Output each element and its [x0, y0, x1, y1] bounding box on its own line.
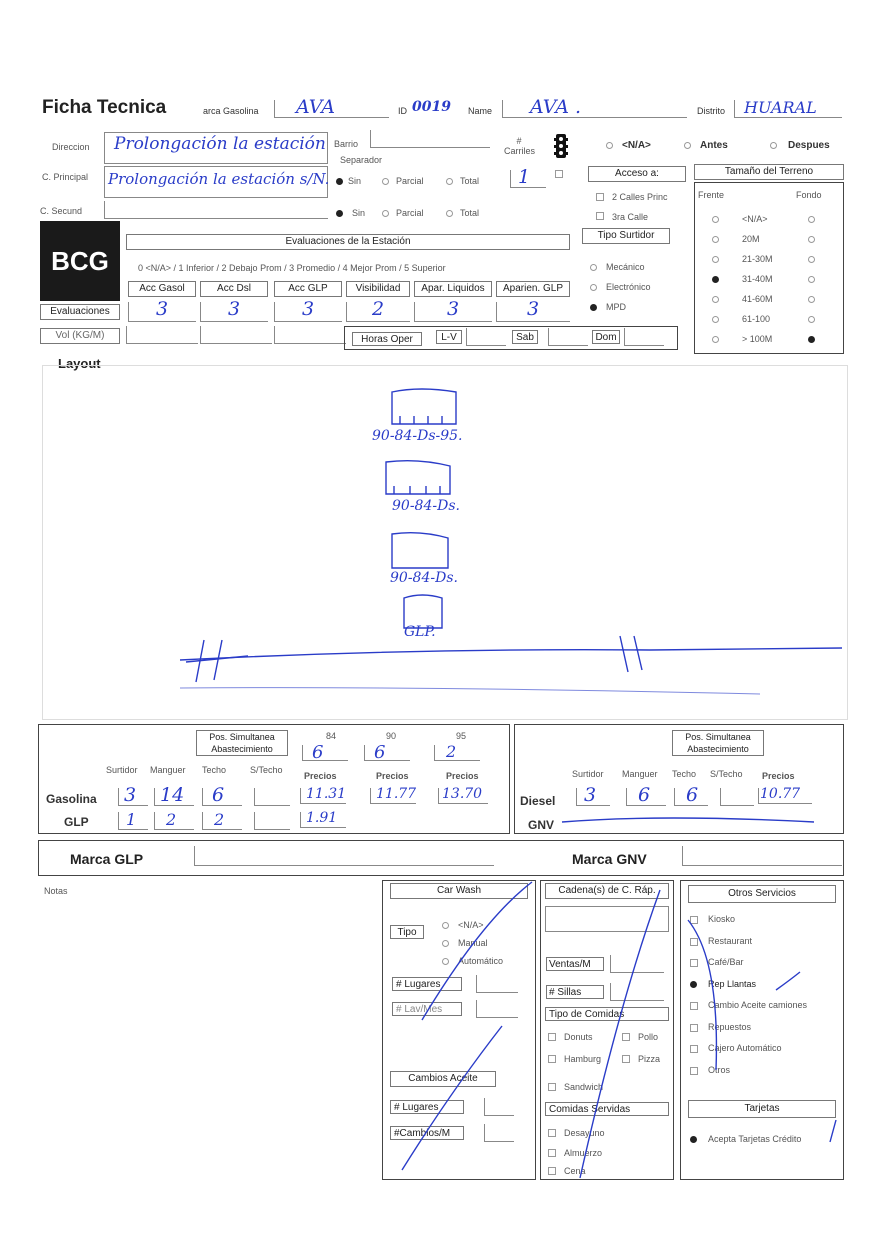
marca-gasolina-label: arca Gasolina [203, 106, 259, 116]
marca-gnv-label: Marca GNV [572, 851, 647, 867]
diesel-stecho-field[interactable] [720, 788, 754, 806]
acceso-button[interactable]: Acceso a: [588, 166, 686, 182]
sep2-total-label: Total [460, 208, 480, 218]
diesel-label: Diesel [520, 794, 556, 808]
glp-stecho-field[interactable] [254, 812, 290, 830]
cambios-title: Cambios Aceite [390, 1071, 496, 1087]
vol-label: Vol (KG/M) [40, 328, 120, 344]
glp-label: GLP [64, 815, 89, 829]
eval-col-0: Acc Gasol [128, 281, 196, 297]
sep1-sin-label: Sin [348, 176, 362, 186]
left-pos-label: Pos. Simultanea Abastecimiento [196, 730, 288, 756]
pump-island-1 [392, 389, 456, 424]
diesel-manguer-value: 6 [638, 784, 651, 806]
despues-label: Despues [788, 140, 830, 151]
precios-90-label: Precios [376, 771, 409, 781]
carwash-na-label: <N/A> [458, 920, 484, 930]
terreno-size-label-3: 31-40M [742, 274, 773, 284]
pump-island-2-hoses [394, 486, 440, 494]
right-precios-label: Precios [762, 771, 795, 781]
right-col-surtidor: Surtidor [572, 769, 604, 779]
diesel-techo-value: 6 [686, 784, 699, 806]
eval-col-1: Acc Dsl [200, 281, 268, 297]
pump-island-3 [392, 533, 448, 568]
grade-90-value: 6 [374, 742, 386, 763]
sketch-label-4: GLP. [404, 624, 436, 640]
secund-label: C. Secund [40, 206, 83, 216]
name-label: Name [468, 106, 493, 116]
carwash-auto-label: Automático [458, 956, 504, 966]
servicio-label-2: Café/Bar [708, 957, 744, 967]
lv-label: L-V [436, 330, 462, 344]
col-manguer: Manguer [150, 765, 186, 775]
id-label: ID [398, 106, 407, 116]
servicio-label-7: Otros [708, 1064, 731, 1075]
cambios-mes-label: #Cambios/M [390, 1126, 464, 1140]
servicio-label-1: Restaurant [708, 935, 753, 946]
carwash-lav-label: # Lav/Mes [392, 1002, 462, 1016]
carriles-label: # Carriles [504, 136, 536, 156]
gnv-label: GNV [528, 818, 555, 832]
gas-precio-95-value: 13.70 [442, 786, 483, 802]
eval-value-3: 2 [372, 298, 385, 320]
distrito-label: Distrito [697, 106, 726, 116]
eval-value-4: 3 [447, 298, 460, 320]
carwash-lugares-label: # Lugares [392, 977, 462, 991]
col-techo: Techo [202, 765, 227, 775]
glp-precio-value: 1.91 [306, 810, 338, 826]
frente-label: Frente [698, 190, 725, 200]
col-stecho: S/Techo [250, 765, 283, 775]
sketch-label-3: 90-84-Ds. [390, 570, 458, 586]
precios-95-label: Precios [446, 771, 479, 781]
grade-90-label: 90 [386, 731, 397, 741]
mpd-label: MPD [606, 302, 626, 312]
eval-col-2: Acc GLP [274, 281, 342, 297]
terreno-size-label-5: 61-100 [742, 314, 771, 324]
tarjetas-title: Tarjetas [688, 1100, 836, 1118]
hamburg-label: Hamburg [564, 1054, 602, 1064]
sillas-label: # Sillas [546, 985, 604, 999]
glp-surtidor-value: 1 [126, 810, 137, 829]
principal-value: Prolongación la estación s/N. [108, 170, 330, 188]
gas-precio-84-value: 11.31 [306, 786, 347, 802]
marca-gasolina-value: AVA [296, 96, 335, 118]
diesel-precio-value: 10.77 [760, 786, 801, 802]
sep1-parcial-label: Parcial [396, 176, 424, 186]
tipo-comidas-label: Tipo de Comidas [545, 1007, 669, 1021]
desayuno-label: Desayuno [564, 1128, 605, 1138]
marca-gnv-field[interactable] [682, 846, 842, 866]
servicio-label-4: Cambio Aceite camiones [708, 1000, 808, 1010]
eval-value-5: 3 [527, 298, 540, 320]
cadena-title: Cadena(s) de C. Ráp. [545, 883, 669, 899]
carwash-title: Car Wash [390, 883, 528, 899]
gas-stecho-field[interactable] [254, 788, 290, 806]
barrio-label: Barrio [334, 139, 359, 149]
road-mark-left [186, 640, 248, 682]
sketch-label-1: 90-84-Ds-95. [372, 428, 463, 444]
evaluaciones-row-label: Evaluaciones [40, 304, 120, 320]
terreno-size-label-2: 21-30M [742, 254, 773, 264]
almuerzo-label: Almuerzo [564, 1148, 603, 1158]
gas-surtidor-value: 3 [124, 784, 137, 806]
distrito-value: HUARAL [744, 98, 817, 117]
gas-precio-90-value: 11.77 [376, 786, 417, 802]
sandwich-label: Sandwich [564, 1082, 604, 1092]
tipo-surtidor-button[interactable]: Tipo Surtidor [582, 228, 670, 244]
grade-90-field[interactable] [364, 745, 410, 761]
terreno-size-label-6: > 100M [742, 334, 773, 344]
carwash-strike [382, 880, 536, 1180]
diesel-surtidor-value: 3 [584, 784, 597, 806]
notas-label: Notas [44, 886, 68, 896]
eval-col-3: Visibilidad [346, 281, 410, 297]
separador-label: Separador [340, 155, 383, 165]
donuts-label: Donuts [564, 1032, 593, 1042]
calles-label: 2 Calles Princ [612, 192, 668, 202]
terreno-size-label-4: 41-60M [742, 294, 773, 304]
pollo-label: Pollo [638, 1032, 659, 1042]
glp-manguer-value: 2 [166, 810, 177, 829]
gasolina-label: Gasolina [46, 792, 97, 806]
sab-label: Sab [512, 330, 538, 344]
horas-label: Horas Oper [352, 332, 422, 346]
eval-value-2: 3 [302, 298, 315, 320]
eval-col-4: Apar. Liquidos [414, 281, 492, 297]
servicio-label-6: Cajero Automático [708, 1043, 782, 1053]
evaluaciones-title: Evaluaciones de la Estación [126, 234, 570, 250]
id-value: 0019 [412, 99, 451, 115]
grade-84-field[interactable] [302, 745, 348, 761]
mecanico-label: Mecánico [606, 262, 645, 272]
glp-techo-value: 2 [214, 810, 225, 829]
tercera-label: 3ra Calle [612, 212, 649, 222]
name-value: AVA . [530, 96, 582, 118]
form-title: Ficha Tecnica [42, 97, 167, 118]
sep1-total-label: Total [460, 176, 480, 186]
terreno-size-label-0: <N/A> [742, 214, 768, 224]
direccion-label: Direccion [52, 142, 90, 152]
eval-col-5: Aparien. GLP [496, 281, 570, 297]
eval-value-0: 3 [156, 298, 169, 320]
direccion-value: Prolongación la estación [114, 134, 326, 154]
na-label: <N/A> [622, 140, 651, 151]
servicios-marks [680, 880, 844, 1180]
carwash-manual-label: Manual [458, 938, 488, 948]
sep2-sin-label: Sin [352, 208, 366, 218]
precios-84-label: Precios [304, 771, 337, 781]
sketch-label-2: 90-84-Ds. [392, 498, 460, 514]
gas-manguer-value: 14 [160, 784, 185, 806]
servicio-label-5: Repuestos [708, 1021, 752, 1032]
col-surtidor: Surtidor [106, 765, 138, 775]
electronico-label: Electrónico [606, 282, 651, 292]
principal-label: C. Principal [42, 172, 89, 182]
dom-label: Dom [592, 330, 620, 344]
cambios-lugares-label: # Lugares [390, 1100, 464, 1114]
road-line-bottom [180, 688, 760, 694]
fondo-label: Fondo [796, 190, 822, 200]
cena-label: Cena [564, 1166, 586, 1176]
antes-label: Antes [700, 140, 728, 151]
grade-84-label: 84 [326, 731, 337, 741]
road-line-top [180, 648, 842, 660]
grade-95-value: 2 [446, 742, 457, 761]
gas-techo-value: 6 [212, 784, 225, 806]
eval-value-1: 3 [228, 298, 241, 320]
ventas-label: Ventas/M [546, 957, 604, 971]
grade-95-label: 95 [456, 731, 467, 741]
right-pos-label: Pos. Simultanea Abastecimiento [672, 730, 764, 756]
right-col-stecho: S/Techo [710, 769, 743, 779]
sep2-parcial-label: Parcial [396, 208, 424, 218]
servicio-label-3: Rep Llantas [708, 978, 757, 989]
carriles-value: 1 [518, 166, 531, 188]
grade-95-field[interactable] [434, 745, 480, 761]
pizza-label: Pizza [638, 1054, 661, 1064]
carwash-tipo-label: Tipo [390, 925, 424, 939]
servidas-title: Comidas Servidas [545, 1102, 669, 1116]
pump-island-1-hoses [400, 416, 442, 424]
evaluaciones-scale: 0 <N/A> / 1 Inferior / 2 Debajo Prom / 3 Promedio / 4 Mejor Prom / 5 Superior [138, 263, 446, 273]
marca-glp-label: Marca GLP [70, 851, 144, 867]
right-col-manguer: Manguer [622, 769, 658, 779]
servicios-title: Otros Servicios [688, 885, 836, 903]
terreno-size-label-1: 20M [742, 234, 760, 244]
layout-title: Layout [58, 356, 101, 371]
gnv-strike [560, 814, 820, 828]
terreno-title: Tamaño del Terreno [694, 164, 844, 180]
servicio-label-0: Kiosko [708, 914, 736, 924]
tarjetas-label: Acepta Tarjetas Crédito [708, 1134, 802, 1144]
road-mark-right [620, 636, 642, 672]
marca-glp-field[interactable] [194, 846, 494, 866]
right-col-techo: Techo [672, 769, 697, 779]
bcg-logo-text: BCG [51, 246, 109, 276]
cadena-strike [540, 880, 674, 1180]
grade-84-value: 6 [312, 742, 324, 763]
